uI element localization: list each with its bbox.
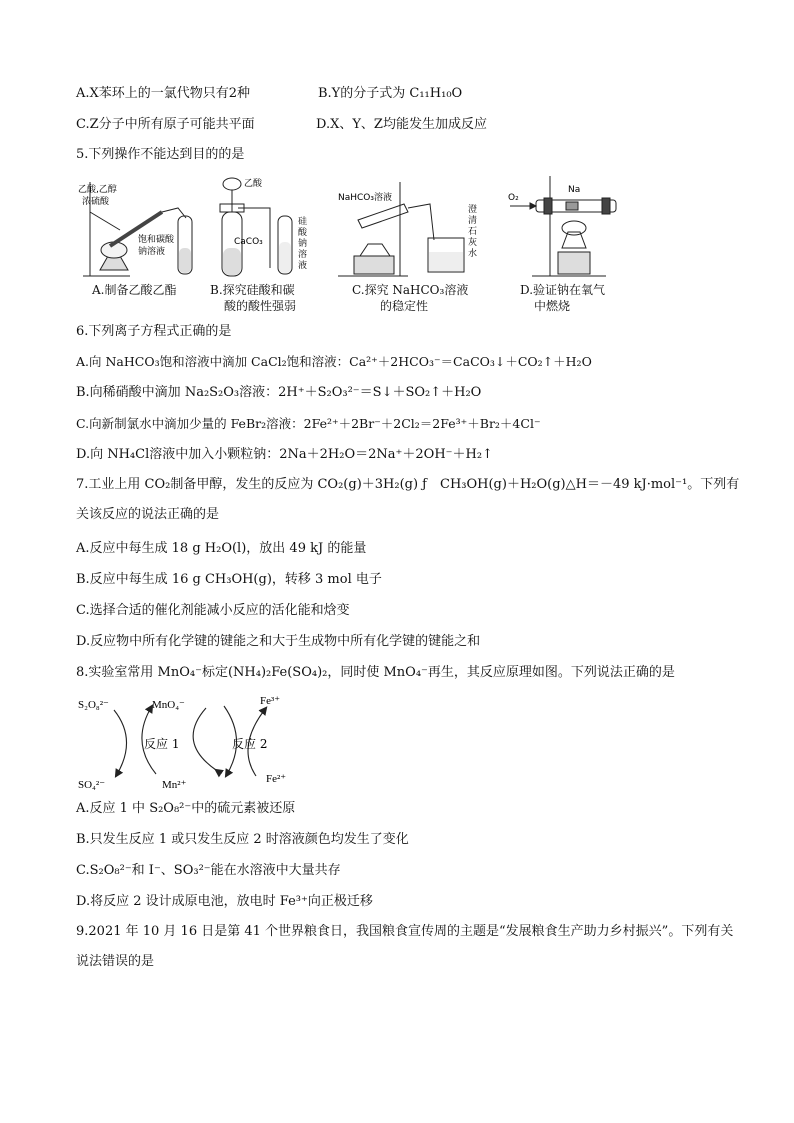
- svg-text:石: 石: [468, 227, 478, 237]
- q7-option-d: D.反应物中所有化学键的键能之和大于生成物中所有化学键的键能之和: [76, 634, 481, 649]
- q6-option-c: C.向新制氯水中滴加少量的 FeBr₂溶液：2Fe²⁺＋2Br⁻＋2Cl₂＝2Fe³⁺＋Br₂＋4Cl⁻: [76, 416, 541, 431]
- q4-option-d: D.X、Y、Z均能发生加成反应: [316, 117, 487, 132]
- fig-b-caption-2: 酸的酸性强弱: [224, 299, 297, 313]
- q8-stem: 8.实验室常用 MnO₄⁻标定(NH₄)₂Fe(SO₄)₂，同时使 MnO₄⁻再生，其反应原理如图。下列说法正确的是: [76, 665, 675, 680]
- svg-text:灰: 灰: [468, 238, 478, 248]
- fig-a-label-reagents: 乙酸,乙醇: [78, 185, 117, 195]
- fig-c-caption-2: 的稳定性: [380, 299, 429, 313]
- fig-d-label-o2: O₂: [508, 193, 519, 203]
- q4-option-b: B.Y的分子式为 C₁₁H₁₀O: [318, 86, 463, 101]
- fig-c-caption-1: C.探究 NaHCO₃溶液: [352, 283, 469, 297]
- apparatus-figure-d: [506, 172, 626, 280]
- fig-c-label-limewater: [468, 203, 477, 259]
- q7-option-a: A.反应中每生成 18 g H₂O(l)，放出 49 kJ 的能量: [76, 541, 367, 556]
- svg-text:钠: 钠: [298, 239, 308, 249]
- fig-c-label-solution: NaHCO₃溶液: [338, 193, 392, 203]
- fig-a-label-acid: 浓硫酸: [82, 197, 110, 207]
- svg-text:酸: 酸: [298, 228, 308, 238]
- reaction-1-label: 反应 1: [144, 737, 180, 751]
- svg-text:澄: 澄: [468, 205, 478, 215]
- q8-option-a: A.反应 1 中 S₂O₈²⁻中的硫元素被还原: [76, 801, 296, 816]
- q6-option-d: D.向 NH₄Cl溶液中加入小颗粒钠：2Na＋2H₂O＝2Na⁺＋2OH⁻＋H₂↑: [76, 447, 493, 462]
- fig-d-label-na: Na: [568, 185, 581, 195]
- q6-stem: 6.下列离子方程式正确的是: [76, 324, 232, 339]
- apparatus-figure-a: [78, 172, 208, 280]
- q7-option-b: B.反应中每生成 16 g CH₃OH(g)，转移 3 mol 电子: [76, 572, 382, 587]
- q7-option-c: C.选择合适的催化剂能减小反应的活化能和焓变: [76, 603, 350, 618]
- apparatus-figure-b: [208, 172, 316, 280]
- q4-option-a: A.X苯环上的一氯代物只有2种: [76, 86, 251, 101]
- svg-text:溶: 溶: [298, 250, 308, 260]
- fig-a-label-solution2: 钠溶液: [138, 247, 166, 257]
- fig-b-label-silicate: [298, 216, 308, 271]
- svg-text:硅: 硅: [298, 217, 308, 227]
- q4-option-c: C.Z分子中所有原子可能共平面: [76, 117, 255, 132]
- fig-a-caption: A.制备乙酸乙酯: [92, 283, 177, 297]
- svg-text:清: 清: [468, 216, 478, 226]
- reaction-cycle-diagram: [76, 690, 316, 794]
- q8-option-d: D.将反应 2 设计成原电池，放电时 Fe³⁺向正极迁移: [76, 894, 373, 909]
- fig-b-caption-1: B.探究硅酸和碳: [210, 283, 295, 297]
- q7-stem: 7.工业上用 CO₂制备甲醇，发生的反应为 CO₂(g)＋3H₂(g) ƒ CH₃OH(g)＋H₂O(g)△H＝－49 kJ·mol⁻¹。下列有关该反应的说法正确的是: [76, 477, 740, 522]
- fig-a-label-solution1: 饱和碳酸: [138, 235, 175, 245]
- species-mno4: MnO₄⁻: [152, 699, 185, 711]
- q9-stem: 9.2021 年 10 月 16 日是第 41 个世界粮食日，我国粮食宣传周的主题是“发展粮食生产助力乡村振兴”。下列有关说法错误的是: [76, 924, 734, 969]
- q6-option-a: A.向 NaHCO₃饱和溶液中滴加 CaCl₂饱和溶液：Ca²⁺＋2HCO₃⁻＝CaCO₃↓＋CO₂↑＋H₂O: [76, 354, 592, 369]
- q6-option-b: B.向稀硝酸中滴加 Na₂S₂O₃溶液：2H⁺＋S₂O₃²⁻＝S↓＋SO₂↑＋H₂O: [76, 385, 482, 400]
- fig-b-label-caco3: CaCO₃: [234, 237, 263, 247]
- q5-stem: 5.下列操作不能达到目的的是: [76, 147, 245, 162]
- fig-b-label-acid: 乙酸: [244, 179, 263, 189]
- svg-text:水: 水: [468, 249, 478, 259]
- reaction-2-label: 反应 2: [232, 737, 268, 751]
- fig-d-caption-1: D.验证钠在氧气: [520, 283, 606, 297]
- species-fe2: Fe²⁺: [266, 773, 287, 785]
- fig-d-caption-2: 中燃烧: [534, 299, 571, 313]
- species-fe3: Fe³⁺: [260, 695, 281, 707]
- species-mn2: Mn²⁺: [162, 779, 187, 791]
- q8-option-c: C.S₂O₈²⁻和 I⁻、SO₃²⁻能在水溶液中大量共存: [76, 863, 341, 878]
- species-so4: SO₄²⁻: [78, 779, 106, 791]
- apparatus-figure-c: [338, 172, 478, 280]
- svg-text:液: 液: [298, 261, 308, 271]
- species-s2o8: S₂O₈²⁻: [78, 699, 109, 711]
- q8-option-b: B.只发生反应 1 或只发生反应 2 时溶液颜色均发生了变化: [76, 832, 409, 847]
